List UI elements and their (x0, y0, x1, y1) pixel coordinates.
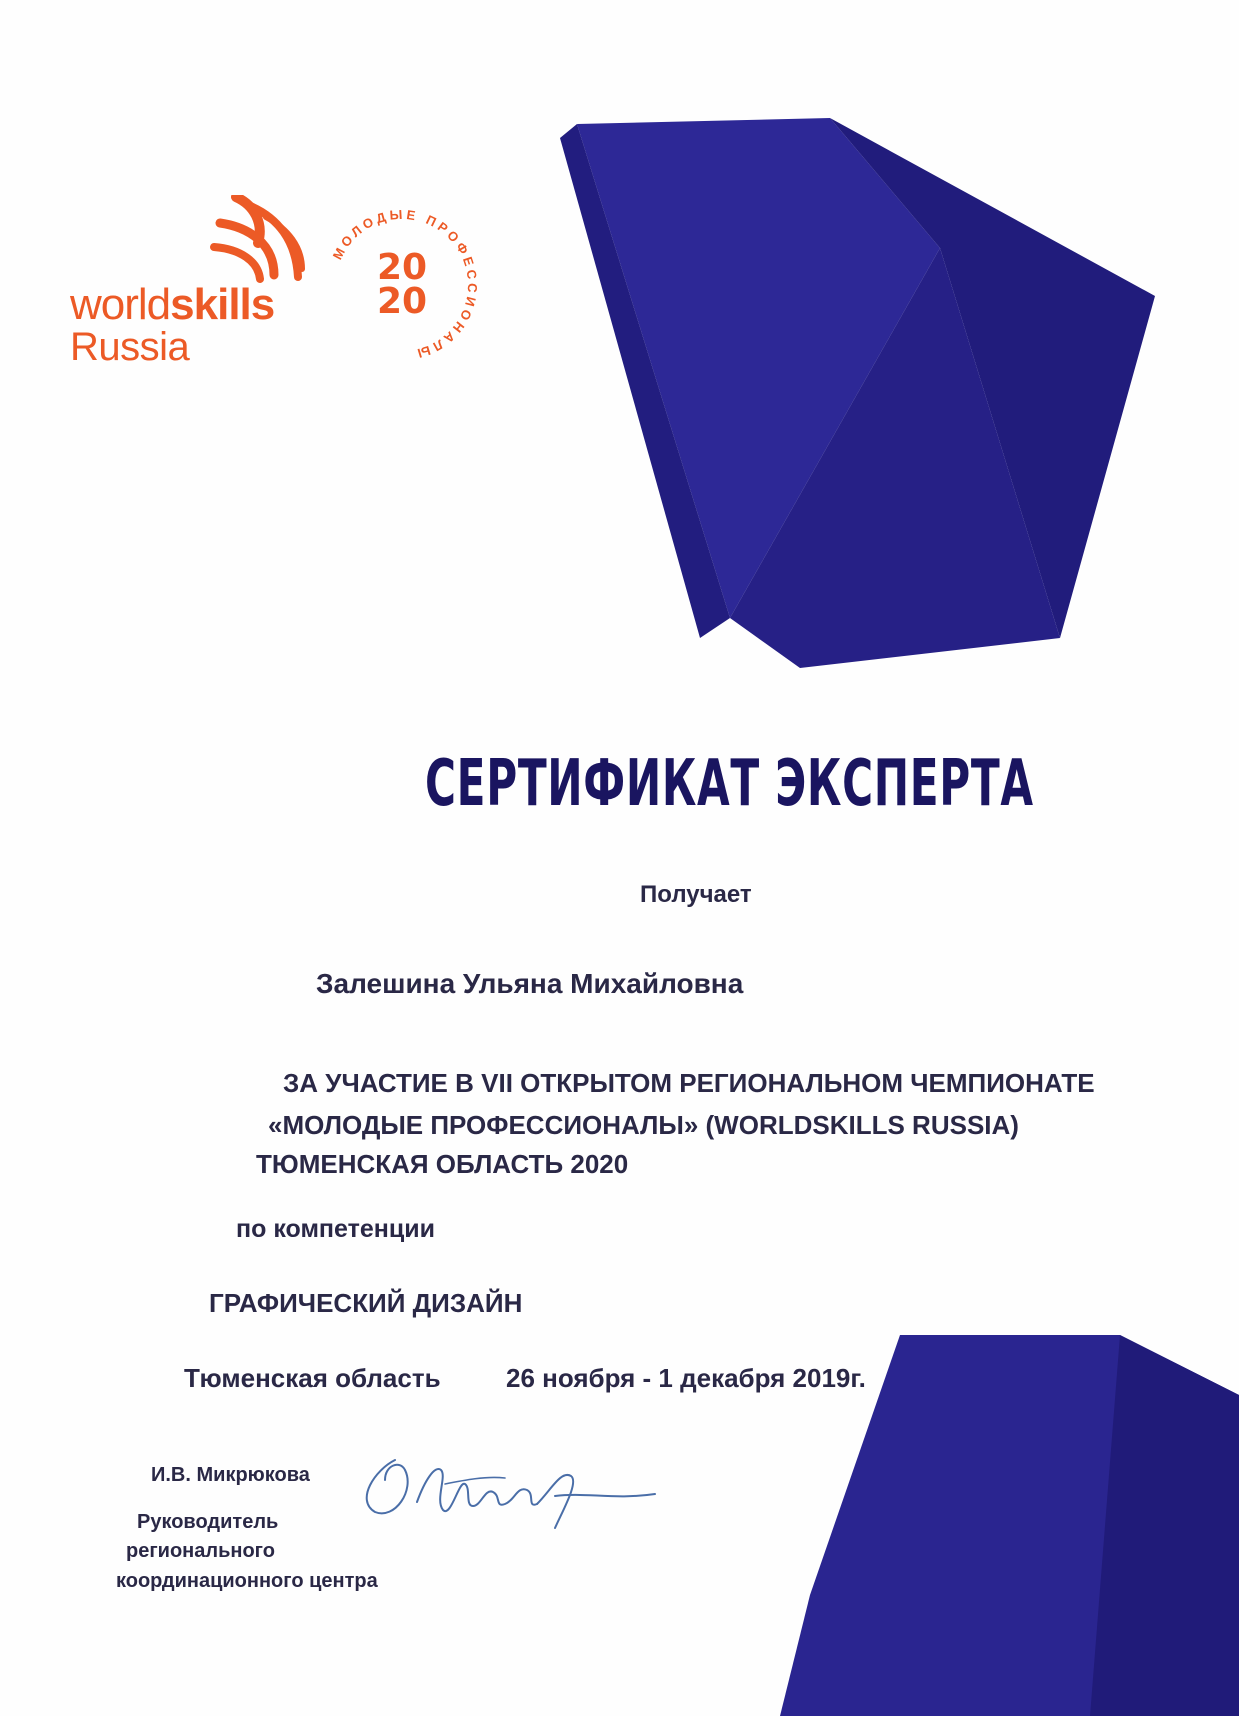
receives-label: Получает (640, 881, 752, 908)
decorative-cube-top (500, 118, 1160, 678)
competence-name: ГРАФИЧЕСКИЙ ДИЗАЙН (209, 1288, 523, 1318)
worldskills-word-world: world (70, 280, 171, 329)
event-location: Тюменская область (184, 1363, 441, 1393)
worldskills-wordmark (70, 280, 275, 369)
recipient-name: Залешина Ульяна Михайловна (316, 968, 744, 999)
participation-line-3: ТЮМЕНСКАЯ ОБЛАСТЬ 2020 (256, 1149, 629, 1179)
young-professionals-year-bottom: 20 (376, 281, 428, 322)
event-dates: 26 ноября - 1 декабря 2019г. (506, 1363, 866, 1393)
worldskills-swoosh-icon (208, 195, 308, 285)
participation-line-2: «МОЛОДЫЕ ПРОФЕССИОНАЛЫ» (WORLDSKILLS RUSSIA) (268, 1110, 1019, 1140)
handwritten-signature (355, 1440, 675, 1540)
certificate-title: СЕРТИФИКАТ ЭКСПЕРТА (425, 747, 1034, 821)
signatory-position-line-3: координационного центра (116, 1570, 378, 1592)
signatory-position-line-2: регионального (126, 1540, 275, 1562)
young-professionals-2020-logo (322, 205, 482, 365)
worldskills-russia-logo (70, 195, 300, 370)
signatory-name: И.В. Микрюкова (151, 1464, 310, 1486)
young-professionals-year-top: 20 (376, 247, 428, 288)
competence-label: по компетенции (236, 1215, 435, 1243)
worldskills-word-russia: Russia (70, 325, 190, 369)
worldskills-word-skills: skills (170, 280, 275, 329)
participation-line-1: ЗА УЧАСТИЕ В VII ОТКРЫТОМ РЕГИОНАЛЬНОМ ЧЕМПИОНАТЕ (283, 1068, 1095, 1098)
signatory-position-line-1: Руководитель (137, 1511, 279, 1533)
young-professionals-ring-text: МОЛОДЫЕ ПРОФЕССИОНАЛЫ (329, 206, 481, 362)
